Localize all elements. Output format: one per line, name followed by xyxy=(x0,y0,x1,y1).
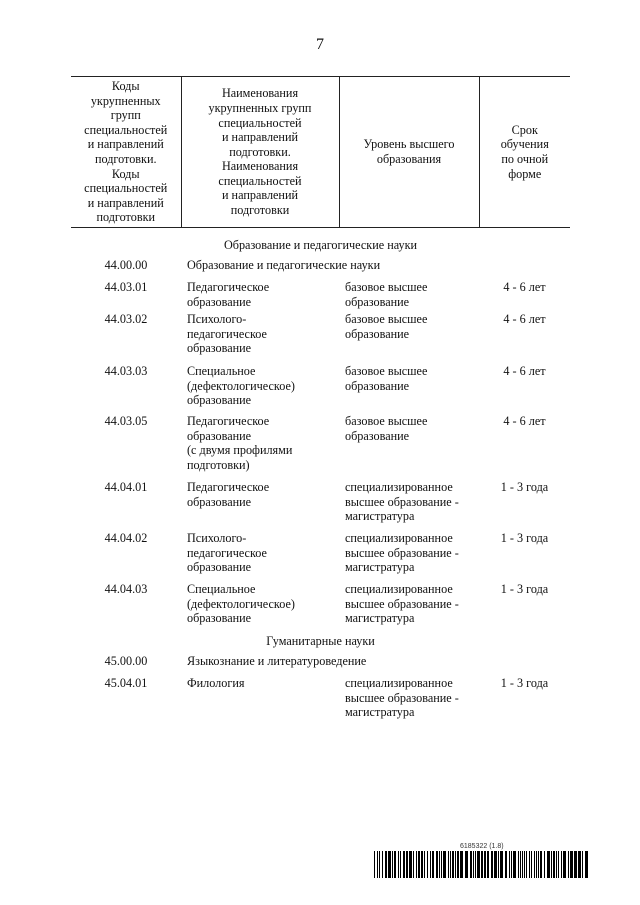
text-line: и направлений xyxy=(221,188,299,203)
text-line: базовое высшее xyxy=(345,312,428,326)
row-term: 4 - 6 лет xyxy=(503,280,546,294)
text-line: Филология xyxy=(187,676,245,690)
row-code: 44.03.01 xyxy=(104,280,148,294)
text-line: Срок xyxy=(511,122,538,137)
text-line: высшее образование - xyxy=(345,596,459,611)
text-line: образование xyxy=(345,378,410,393)
text-line: Наименования xyxy=(221,86,299,101)
text-line: Психолого- xyxy=(187,312,247,326)
row-name xyxy=(181,480,339,531)
row-term: 1 - 3 года xyxy=(500,531,549,545)
text-line: образование xyxy=(187,393,252,408)
text-line: подготовки) xyxy=(187,457,250,472)
text-line: (с двумя профилями xyxy=(187,443,293,458)
row-name xyxy=(181,531,339,582)
text-line: обучения xyxy=(500,137,549,152)
text-line: образования xyxy=(376,152,442,166)
text-line: педагогическое xyxy=(187,545,267,560)
text-line: образование xyxy=(187,560,252,575)
row-level xyxy=(339,414,479,480)
row-term: 4 - 6 лет xyxy=(503,364,546,378)
text-line: образование xyxy=(187,611,252,626)
group-name: Образование и педагогические науки xyxy=(187,258,381,272)
text-line: магистратура xyxy=(345,509,415,524)
row-level xyxy=(339,280,479,312)
text-line: по очной xyxy=(501,152,549,166)
text-line: специальностей xyxy=(84,181,168,196)
row-term: 4 - 6 лет xyxy=(503,312,546,326)
text-line: подготовки. xyxy=(94,152,157,166)
table-row xyxy=(71,312,570,364)
header-term xyxy=(479,77,570,228)
text-line: образование xyxy=(187,341,252,356)
text-line: магистратура xyxy=(345,611,415,626)
table-row xyxy=(71,280,570,312)
text-line: (дефектологическое) xyxy=(187,378,295,393)
text-line: подготовки xyxy=(230,203,290,218)
row-name xyxy=(181,280,339,312)
section-title: Гуманитарные науки xyxy=(266,634,375,648)
row-level xyxy=(339,364,479,414)
text-line: и направлений xyxy=(87,195,164,210)
row-name xyxy=(181,414,339,480)
header-names xyxy=(181,77,339,228)
text-line: подготовки. xyxy=(229,144,291,159)
text-line: высшее образование - xyxy=(345,545,459,560)
row-level xyxy=(339,582,479,634)
text-line: Специальное xyxy=(187,582,256,596)
text-line: специализированное xyxy=(345,531,453,545)
text-line: и направлений xyxy=(221,130,299,145)
text-line: образование xyxy=(187,428,252,443)
group-code: 44.00.00 xyxy=(104,258,148,272)
text-line: магистратура xyxy=(345,705,415,720)
text-line: Коды xyxy=(111,79,140,94)
row-level xyxy=(339,312,479,364)
row-code: 44.03.02 xyxy=(104,312,148,326)
group-code: 45.00.00 xyxy=(104,654,148,668)
row-name xyxy=(181,312,339,364)
text-line: образование xyxy=(187,494,252,509)
text-line: образование xyxy=(345,326,410,341)
text-line: Коды xyxy=(111,166,140,181)
text-line: образование xyxy=(187,294,252,309)
text-line: Педагогическое xyxy=(187,280,270,294)
text-line: педагогическое xyxy=(187,326,267,341)
row-name xyxy=(181,676,339,726)
table-row xyxy=(71,480,570,531)
text-line: и направлений xyxy=(87,137,164,152)
row-code: 44.04.01 xyxy=(104,480,148,494)
text-line: образование xyxy=(345,294,410,309)
text-line: групп xyxy=(110,108,141,123)
row-code: 44.03.03 xyxy=(104,364,148,378)
text-line: Наименования xyxy=(221,159,299,174)
text-line: специальностей xyxy=(218,115,302,130)
row-term: 1 - 3 года xyxy=(500,676,549,690)
text-line: Педагогическое xyxy=(187,480,270,494)
row-code: 45.04.01 xyxy=(104,676,148,690)
table-body xyxy=(71,238,570,726)
text-line: специализированное xyxy=(345,582,453,596)
text-line: Специальное xyxy=(187,364,256,378)
row-code: 44.04.03 xyxy=(104,582,148,596)
barcode-icon xyxy=(374,851,590,878)
group-row xyxy=(71,654,570,676)
section-title: Образование и педагогические науки xyxy=(223,238,418,252)
group-name: Языкознание и литературоведение xyxy=(187,654,367,668)
header-level xyxy=(339,77,479,228)
text-line: подготовки xyxy=(96,210,156,225)
text-line: высшее образование - xyxy=(345,494,459,509)
document-code: 6185322 (1.8) xyxy=(460,843,504,850)
text-line: специализированное xyxy=(345,480,453,494)
text-line: Психолого- xyxy=(187,531,247,545)
table-row xyxy=(71,414,570,480)
text-line: образование xyxy=(345,428,410,443)
text-line: специальностей xyxy=(218,173,302,188)
row-name xyxy=(181,582,339,634)
table-row xyxy=(71,364,570,414)
row-code: 44.03.05 xyxy=(104,414,148,428)
text-line: укрупненных xyxy=(90,93,161,108)
text-line: специальностей xyxy=(84,122,168,137)
row-level xyxy=(339,480,479,531)
table-row xyxy=(71,531,570,582)
text-line: Уровень высшего xyxy=(363,137,455,152)
row-code: 44.04.02 xyxy=(104,531,148,545)
page-number: 7 xyxy=(316,36,324,53)
row-term: 1 - 3 года xyxy=(500,582,549,596)
text-line: базовое высшее xyxy=(345,364,428,378)
row-term: 4 - 6 лет xyxy=(503,414,546,428)
text-line: базовое высшее xyxy=(345,414,428,428)
text-line: высшее образование - xyxy=(345,690,459,705)
header-codes xyxy=(71,77,181,228)
text-line: магистратура xyxy=(345,560,415,575)
text-line: Педагогическое xyxy=(187,414,270,428)
text-line: базовое высшее xyxy=(345,280,428,294)
text-line: специализированное xyxy=(345,676,453,690)
table-row xyxy=(71,582,570,634)
text-line: (дефектологическое) xyxy=(187,596,295,611)
text-line: укрупненных групп xyxy=(208,100,312,115)
row-level xyxy=(339,531,479,582)
group-row xyxy=(71,258,570,280)
text-line: форме xyxy=(508,166,542,181)
table-row xyxy=(71,676,570,726)
row-term: 1 - 3 года xyxy=(500,480,549,494)
row-name xyxy=(181,364,339,414)
row-level xyxy=(339,676,479,726)
table-header xyxy=(71,76,570,228)
